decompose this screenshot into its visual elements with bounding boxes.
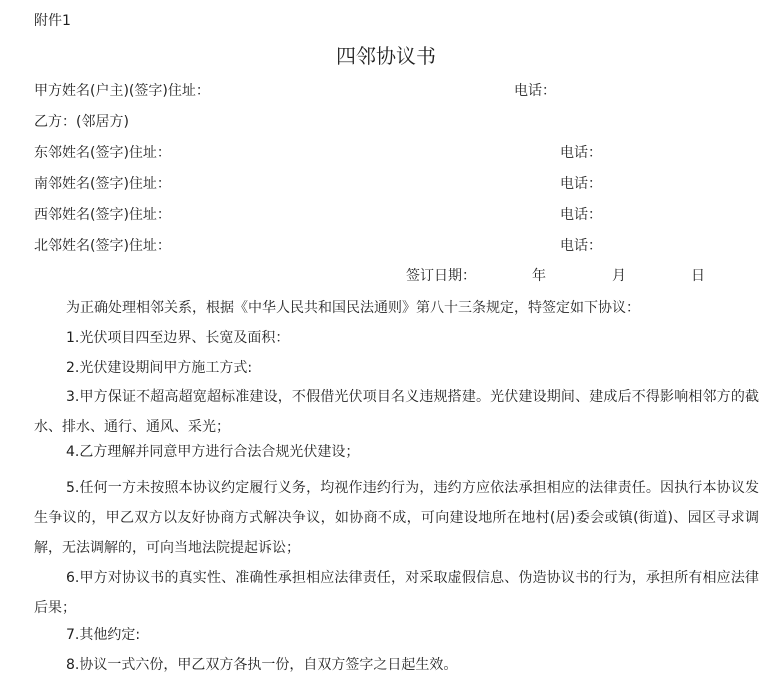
- agreement-item-4: 4.乙方理解并同意甲方进行合法合规光伏建设；: [66, 444, 360, 460]
- agreement-item-1: 1.光伏项目四至边界、长宽及面积：: [66, 330, 290, 346]
- agreement-item-6: 6.甲方对协议书的真实性、准确性承担相应法律责任，对采取虚假信息、伪造协议书的行为，承担所有相应法律后果；: [34, 570, 759, 616]
- south-neighbor-phone-label: 电话：: [560, 176, 602, 192]
- party-a-phone-label: 电话：: [514, 83, 556, 99]
- sign-year-label: 年: [532, 268, 546, 284]
- east-neighbor-phone-label: 电话：: [560, 145, 602, 161]
- agreement-item-2: 2.光伏建设期间甲方施工方式:: [66, 360, 253, 376]
- attachment-label: 附件1: [34, 13, 71, 29]
- east-neighbor-label: 东邻姓名(签字)住址：: [34, 145, 171, 161]
- west-neighbor-label: 西邻姓名(签字)住址：: [34, 207, 171, 223]
- party-b-label: 乙方：(邻居方): [34, 114, 129, 130]
- party-a-address-label: 甲方姓名(户主)(签字)住址：: [34, 83, 210, 99]
- south-neighbor-label: 南邻姓名(签字)住址：: [34, 176, 171, 192]
- document-title: 四邻协议书: [336, 44, 436, 68]
- north-neighbor-phone-label: 电话：: [560, 238, 602, 254]
- agreement-item-3: 3.甲方保证不超高超宽超标准建设，不假借光伏项目名义违规搭建。光伏建设期间、建成后不得影响相邻方的截水、排水、通行、通风、采光；: [34, 389, 759, 435]
- agreement-item-8: 8.协议一式六份，甲乙双方各执一份，自双方签字之日起生效。: [66, 657, 458, 673]
- sign-date-label: 签订日期：: [406, 268, 476, 284]
- agreement-item-7: 7.其他约定:: [66, 627, 141, 643]
- agreement-intro: 为正确处理相邻关系，根据《中华人民共和国民法通则》第八十三条规定，特签定如下协议：: [66, 300, 640, 316]
- north-neighbor-label: 北邻姓名(签字)住址：: [34, 238, 171, 254]
- agreement-item-5: 5.任何一方未按照本协议约定履行义务，均视作违约行为，违约方应依法承担相应的法律责任。因执行本协议发生争议的，甲乙双方以友好协商方式解决争议，如协商不成，可向建设地所在地村(居)委会或镇(街道)、园区寻求调解，无法调解的，可向当地法院提起诉讼；: [34, 480, 759, 556]
- sign-month-label: 月: [612, 268, 626, 284]
- sign-day-label: 日: [691, 268, 705, 284]
- west-neighbor-phone-label: 电话：: [560, 207, 602, 223]
